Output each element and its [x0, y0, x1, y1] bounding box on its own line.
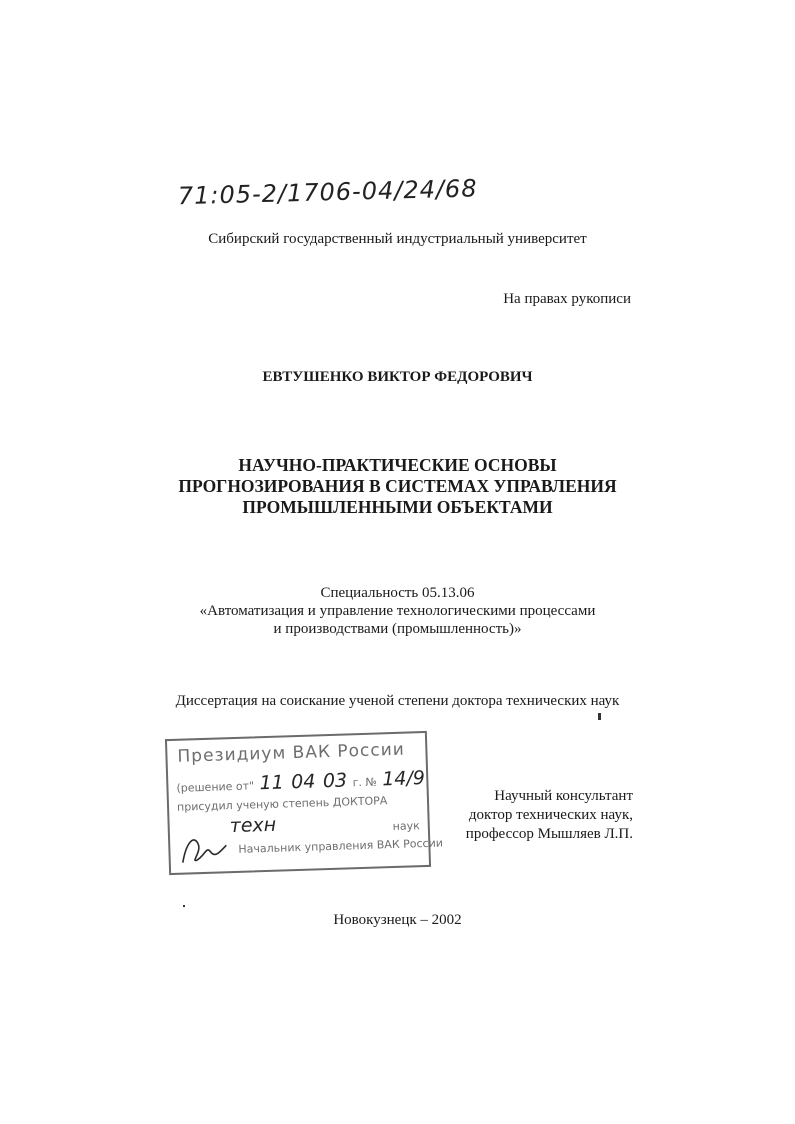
author-name: ЕВТУШЕНКО ВИКТОР ФЕДОРОВИЧ	[262, 369, 533, 385]
signature-icon	[176, 831, 233, 869]
stamp-date-day: 11	[259, 771, 285, 795]
specialty-block	[0, 584, 795, 638]
title-line: ПРОМЫШЛЕННЫМИ ОБЪЕКТАМИ	[242, 497, 553, 517]
consultant-degree: доктор технических наук,	[468, 807, 633, 823]
vak-stamp	[165, 731, 444, 875]
university-name: Сибирский государственный индустриальный университет	[208, 231, 587, 247]
stamp-date-month: 04	[290, 770, 316, 794]
handwritten-archive-code: 71:05-2/1706-04/24/68	[177, 174, 478, 211]
specialty-code: Специальность 05.13.06	[320, 585, 475, 601]
stamp-degree-line: присудил ученую степень ДОКТОРА	[176, 794, 388, 814]
specialty-name-line: «Автоматизация и управление технологическими процессами	[199, 603, 596, 619]
stamp-signatory: Начальник управления ВАК России	[238, 836, 444, 856]
stamp-date-year: 03	[322, 769, 348, 793]
stamp-decision-line	[176, 767, 427, 797]
title-line: НАУЧНО-ПРАКТИЧЕСКИЕ ОСНОВЫ	[238, 455, 557, 475]
dissertation-degree: Диссертация на соискание ученой степени доктора технических наук	[175, 693, 620, 709]
stamp-field: техн	[229, 813, 277, 838]
rights-notice: На правах рукописи	[503, 291, 631, 307]
stamp-decision-prefix: (решение от"	[176, 779, 255, 795]
dissertation-title	[0, 455, 795, 518]
title-line: ПРОГНОЗИРОВАНИЯ В СИСТЕМАХ УПРАВЛЕНИЯ	[178, 476, 617, 496]
stamp-number-label: г. №	[352, 775, 378, 790]
ink-dot	[183, 905, 185, 907]
consultant-role: Научный консультант	[494, 788, 633, 804]
specialty-name-line: и производствами (промышленность)»	[273, 621, 522, 637]
stamp-decision-number: 14/9	[381, 767, 426, 791]
city-year: Новокузнецк – 2002	[333, 912, 462, 928]
stamp-header: Президиум ВАК России	[177, 739, 406, 767]
ink-mark	[598, 713, 601, 720]
scientific-consultant	[466, 787, 633, 844]
consultant-name: профессор Мышляев Л.П.	[465, 826, 633, 842]
stamp-field-suffix: наук	[392, 819, 420, 834]
